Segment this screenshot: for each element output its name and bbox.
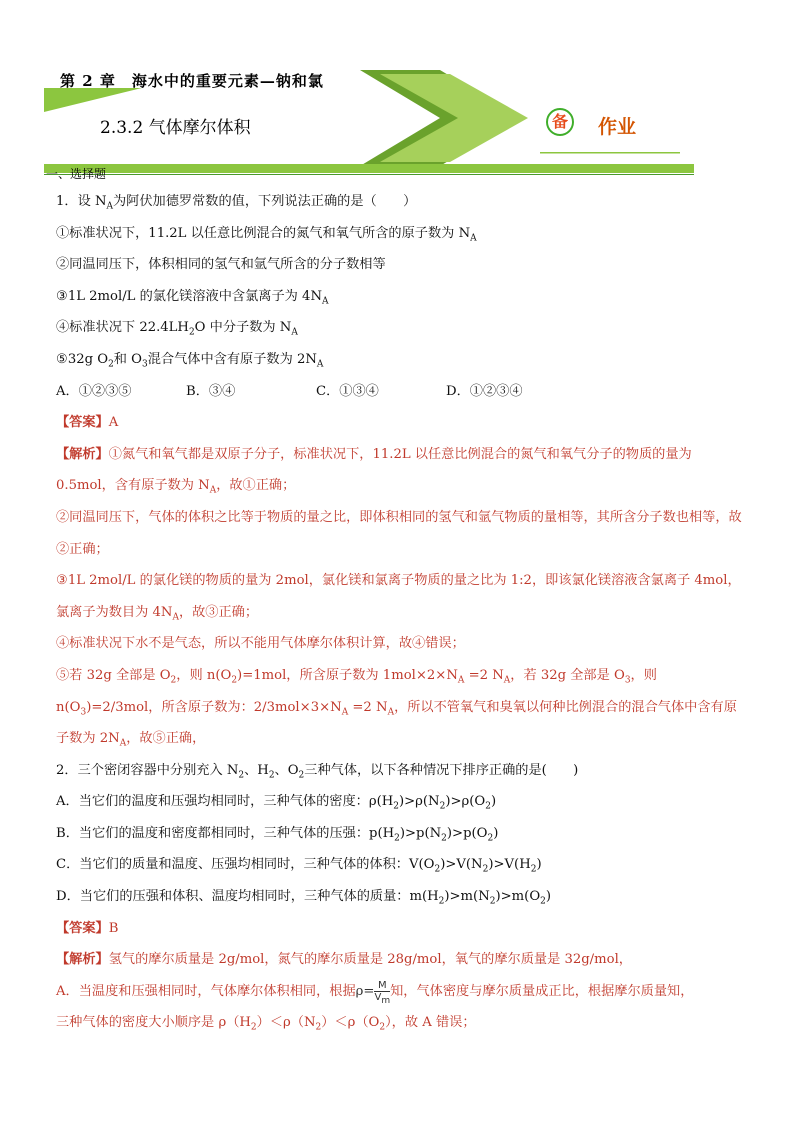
q1-options (56, 376, 746, 408)
homework-label: 作业 (598, 116, 637, 138)
q1-answer: 【答案】A (56, 415, 119, 431)
q1-explanation-4: ④标准状况下水不是气态，所以不能用气体摩尔体积计算，故④错误； (56, 636, 465, 652)
q1-statement-4: ④标准状况下 $22.4LH_2O$ 中分子数为 $N_A$ (56, 320, 298, 339)
question-section-title: 一、选择题 (46, 167, 107, 181)
q1-option-b: B．③④ (186, 383, 236, 399)
q2-stem: 2．三个密闭容器中分别充入 $N_2$、$H_2$、$O_2$三种气体，以下各种情况下排序正确的是( ) (56, 762, 579, 781)
q1-statement-1: ①标准状况下，11.2L 以任意比例混合的氮气和氧气所含的原子数为 $N_A$ (56, 225, 477, 244)
q1-option-a: A．①②③⑤ (56, 383, 132, 399)
q1-statement-2: ②同温同压下，体积相同的氢气和氩气所含的分子数相等 (56, 257, 386, 273)
q1-statement-5: ⑤32g $O_2$和 $O_3$混合气体中含有原子数为 $2N_A$ (56, 351, 324, 370)
q1-explanation-1: 【解析】①氮气和氧气都是双原子分子，标准状况下，11.2L 以任意比例混合的氮气和氧气分子的物质的量为 0.5mol，含有原子数为 $N_A$，故①正确； (56, 446, 692, 496)
q2-option-b: B．当它们的温度和密度都相同时，三种气体的压强：$p(H_2)>p(N_2)>p(O_2)$ (56, 825, 499, 844)
q1-explanation-5: ⑤若 32g 全部是 $O_2$，则 $n(O_2)=1mol$，所含原子数为 $1mol\times 2\times N_A =2$ $N_A$，若 32g 全部是 $O_3$，则 $n(O_3)=2/3mol$，所含原子数为：$2/3mol\times 3\times N_A =2$ $N_A$，所以不管氧气和臭氧以何种比例混合的混合气体中含有原子数为 $2N_A$，故⑤正确， (56, 667, 737, 749)
molar-mass-fraction: $\frac{M}{V_m}$ (374, 979, 391, 1006)
q1-explanation-2: ②同温同压下，气体的体积之比等于物质的量之比，即体积相同的氢气和氩气物质的量相等，其所含分子数也相等，故②正确； (56, 509, 742, 557)
document-body (56, 168, 746, 1039)
right-underline (540, 152, 680, 154)
density-formula: ρ= $\frac{M}{V_m}$ (355, 979, 391, 1006)
q2-answer: 【答案】B (56, 920, 119, 936)
q1-stem: 1．设 $N_A$为阿伏加德罗常数的值，下列说法正确的是（ ） (56, 194, 417, 212)
q2-option-d: D．当它们的压强和体积、温度均相同时，三种气体的质量：$m(H_2)>m(N_2)>m(O_2)$ (56, 889, 552, 907)
q1-explanation-3: ③1L 2mol/L 的氯化镁的物质的量为 2mol，氯化镁和氯离子物质的量之比为 1:2，即该氯化镁溶液含氯离子 4mol，氯离子为数目为 $4N_A$，故③正确； (56, 573, 741, 623)
section-title: 2.3.2 气体摩尔体积 (100, 118, 251, 138)
q2-explanation-0: 【解析】氢气的摩尔质量是 2g/mol，氮气的摩尔质量是 28g/mol，氧气的摩尔质量是 32g/mol， (56, 952, 632, 968)
q1-option-d: D．①②③④ (446, 383, 523, 399)
q2-explanation-a: A．当温度和压强相同时，气体摩尔体积相同，根据ρ= $\frac{M}{V_m}$ 知，气体密度与摩尔质量成正比，根据摩尔质量知， (56, 979, 694, 1006)
q2-option-a: A．当它们的温度和压强均相同时，三种气体的密度：$\rho(H_2)>\rho(N_2)>\rho(O_2)$ (56, 794, 497, 812)
q1-statement-3: ③1L 2mol/L 的氯化镁溶液中含氯离子为 $4N_A$ (56, 288, 329, 307)
q2-option-c: C．当它们的质量和温度、压强均相同时，三种气体的体积：$V(O_2)>V(N_2)>V(H_2)$ (56, 857, 542, 876)
header-banner (0, 0, 794, 180)
prep-badge-icon: 备 (546, 108, 574, 136)
q1-option-c: C．①③④ (316, 383, 379, 399)
q2-explanation-a-2: 三种气体的密度大小顺序是 $\rho(H_2)<\rho(N_2)<\rho(O_2)$，故 A 错误； (56, 1015, 476, 1034)
chapter-title: 第 2 章 海水中的重要元素—钠和氯 (60, 72, 324, 90)
